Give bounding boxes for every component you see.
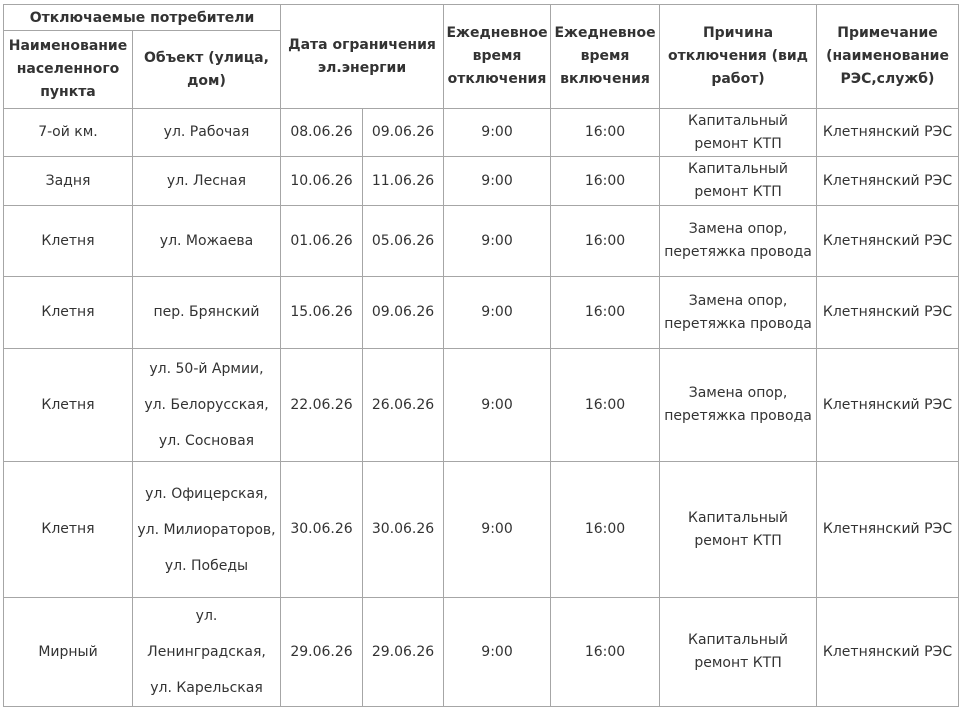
table-row bbox=[4, 349, 959, 462]
note-cell: Клетнянский РЭС bbox=[817, 109, 959, 157]
note-cell: Клетнянский РЭС bbox=[817, 206, 959, 277]
date-to-cell: 09.06.26 bbox=[363, 109, 444, 157]
object-line: ул. Ленинградская, bbox=[147, 608, 266, 660]
date-from-cell: 01.06.26 bbox=[281, 206, 363, 277]
settlement-cell: Клетня bbox=[4, 277, 133, 349]
table-row bbox=[4, 277, 959, 349]
table-row bbox=[4, 462, 959, 598]
date-to-cell: 26.06.26 bbox=[363, 349, 444, 462]
date-from-cell: 08.06.26 bbox=[281, 109, 363, 157]
note-cell: Клетнянский РЭС bbox=[817, 349, 959, 462]
settlement-cell: Мирный bbox=[4, 598, 133, 707]
off-time-cell: 9:00 bbox=[444, 598, 551, 707]
object-line: ул. Милиораторов, bbox=[137, 521, 276, 538]
date-from-cell: 30.06.26 bbox=[281, 462, 363, 598]
off-time-cell: 9:00 bbox=[444, 462, 551, 598]
date-from-cell: 22.06.26 bbox=[281, 349, 363, 462]
object-cell bbox=[133, 277, 281, 349]
note-header: Примечание (наименование РЭС,служб) bbox=[817, 5, 959, 109]
object-cell bbox=[133, 157, 281, 206]
on-time-cell: 16:00 bbox=[551, 349, 660, 462]
table-row bbox=[4, 206, 959, 277]
date-header: Дата ограничения эл.энергии bbox=[281, 5, 444, 109]
object-line: ул. Рабочая bbox=[163, 124, 250, 140]
reason-cell: Капитальный ремонт КТП bbox=[660, 598, 817, 707]
object-line: ул. Карельская bbox=[150, 680, 263, 696]
object-line: ул. Можаева bbox=[159, 232, 254, 249]
settlement-cell: Клетня bbox=[4, 462, 133, 598]
object-line: ул. Победы bbox=[164, 557, 249, 574]
on-time-cell: 16:00 bbox=[551, 462, 660, 598]
off-time-header: Ежедневное время отключения bbox=[444, 5, 551, 109]
on-time-cell: 16:00 bbox=[551, 598, 660, 707]
note-cell: Клетнянский РЭС bbox=[817, 157, 959, 206]
settlement-header: Наименование населенного пункта bbox=[4, 31, 133, 109]
table-row bbox=[4, 157, 959, 206]
consumers-group-header: Отключаемые потребители bbox=[4, 5, 281, 31]
object-cell bbox=[133, 598, 281, 707]
object-cell bbox=[133, 206, 281, 277]
reason-header: Причина отключения (вид работ) bbox=[660, 5, 817, 109]
object-line: ул. Белорусская, bbox=[144, 397, 269, 413]
date-to-cell: 09.06.26 bbox=[363, 277, 444, 349]
on-time-cell: 16:00 bbox=[551, 277, 660, 349]
object-line: пер. Брянский bbox=[153, 304, 260, 320]
table-row bbox=[4, 598, 959, 707]
table-row bbox=[4, 109, 959, 157]
object-line: ул. 50-й Армии, bbox=[149, 361, 264, 377]
off-time-cell: 9:00 bbox=[444, 349, 551, 462]
note-cell: Клетнянский РЭС bbox=[817, 598, 959, 707]
on-time-cell: 16:00 bbox=[551, 206, 660, 277]
reason-cell: Капитальный ремонт КТП bbox=[660, 157, 817, 206]
object-cell bbox=[133, 462, 281, 598]
reason-cell: Капитальный ремонт КТП bbox=[660, 109, 817, 157]
date-from-cell: 29.06.26 bbox=[281, 598, 363, 707]
date-from-cell: 10.06.26 bbox=[281, 157, 363, 206]
date-to-cell: 05.06.26 bbox=[363, 206, 444, 277]
on-time-cell: 16:00 bbox=[551, 109, 660, 157]
settlement-cell: 7-ой км. bbox=[4, 109, 133, 157]
object-header: Объект (улица, дом) bbox=[133, 31, 281, 109]
reason-cell: Замена опор, перетяжка провода bbox=[660, 277, 817, 349]
object-cell bbox=[133, 109, 281, 157]
settlement-cell: Задня bbox=[4, 157, 133, 206]
on-time-cell: 16:00 bbox=[551, 157, 660, 206]
date-from-cell: 15.06.26 bbox=[281, 277, 363, 349]
object-line: ул. Офицерская, bbox=[145, 485, 268, 502]
off-time-cell: 9:00 bbox=[444, 277, 551, 349]
object-cell bbox=[133, 349, 281, 462]
date-to-cell: 30.06.26 bbox=[363, 462, 444, 598]
on-time-header: Ежедневное время включения bbox=[551, 5, 660, 109]
reason-cell: Капитальный ремонт КТП bbox=[660, 462, 817, 598]
object-line: ул. Сосновая bbox=[158, 433, 255, 449]
off-time-cell: 9:00 bbox=[444, 157, 551, 206]
settlement-cell: Клетня bbox=[4, 206, 133, 277]
off-time-cell: 9:00 bbox=[444, 206, 551, 277]
outage-schedule-table bbox=[3, 4, 959, 707]
object-line: ул. Лесная bbox=[166, 172, 247, 189]
reason-cell: Замена опор, перетяжка провода bbox=[660, 349, 817, 462]
note-cell: Клетнянский РЭС bbox=[817, 462, 959, 598]
off-time-cell: 9:00 bbox=[444, 109, 551, 157]
date-to-cell: 29.06.26 bbox=[363, 598, 444, 707]
note-cell: Клетнянский РЭС bbox=[817, 277, 959, 349]
date-to-cell: 11.06.26 bbox=[363, 157, 444, 206]
reason-cell: Замена опор, перетяжка провода bbox=[660, 206, 817, 277]
settlement-cell: Клетня bbox=[4, 349, 133, 462]
